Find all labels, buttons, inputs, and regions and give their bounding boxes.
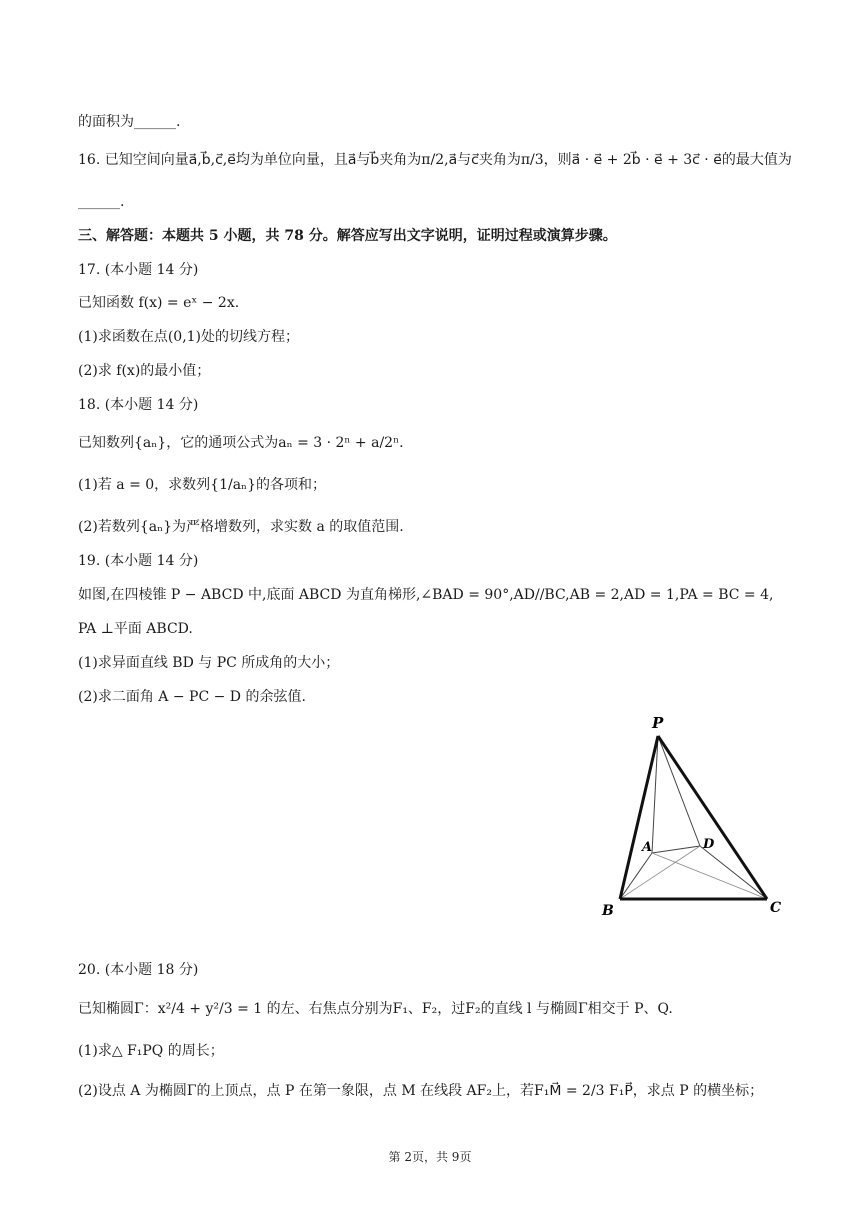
- q19-header: 19. (本小题 14 分): [78, 553, 199, 569]
- label-C: C: [770, 900, 782, 916]
- q18-stem: 已知数列{aₙ}，它的通项公式为aₙ = 3 · 2ⁿ + a/2ⁿ.: [78, 435, 404, 451]
- q19-part1: (1)求异面直线 BD 与 PC 所成角的大小；: [78, 655, 340, 671]
- line-q15-tail: 的面积为______.: [78, 114, 181, 130]
- q19-part2: (2)求二面角 A − PC − D 的余弦值.: [78, 689, 306, 705]
- label-B: B: [602, 903, 614, 919]
- q18-part1: (1)若 a = 0，求数列{1/aₙ}的各项和；: [78, 477, 327, 493]
- edge-PB: [620, 736, 658, 899]
- q19-stem: 如图,在四棱锥 P − ABCD 中,底面 ABCD 为直角梯形,∠BAD = 90°,AD//BC,AB = 2,AD = 1,PA = BC = 4,: [78, 587, 774, 603]
- label-P: P: [652, 714, 664, 732]
- q17-part2: (2)求 f(x)的最小值；: [78, 363, 211, 379]
- q17-header: 17. (本小题 14 分): [78, 262, 199, 278]
- q20-part2: (2)设点 A 为椭圆Γ的上顶点，点 P 在第一象限，点 M 在线段 AF₂上，若F₁M⃗ = 2/3 F₁P⃗，求点 P 的横坐标；: [78, 1083, 764, 1099]
- edge-AC: [652, 853, 767, 899]
- line-q16-blank: ______.: [78, 194, 125, 210]
- line-q16: 16. 已知空间向量a⃗,b⃗,c⃗,e⃗均为单位向量，且a⃗与b⃗夹角为π/2,a⃗与c⃗夹角为π/3，则a⃗ · e⃗ + 2b⃗ · e⃗ + 3c⃗ · e⃗的最大值为: [78, 152, 792, 168]
- pyramid-figure: [590, 706, 800, 932]
- edge-AD: [652, 846, 700, 853]
- q17-stem: 已知函数 f(x) = eˣ − 2x.: [78, 295, 240, 311]
- edge-DC: [700, 846, 767, 899]
- q18-header: 18. (本小题 14 分): [78, 397, 199, 413]
- q20-stem: 已知椭圆Γ：x²/4 + y²/3 = 1 的左、右焦点分别为F₁、F₂，过F₂的直线 l 与椭圆Γ相交于 P、Q.: [78, 1001, 673, 1017]
- section-heading: 三、解答题：本题共 5 小题，共 78 分。解答应写出文字说明，证明过程或演算步骤。: [78, 228, 617, 244]
- q18-part2: (2)若数列{aₙ}为严格增数列，求实数 a 的取值范围.: [78, 519, 404, 535]
- label-A: A: [642, 840, 653, 855]
- q20-header: 20. (本小题 18 分): [78, 962, 199, 978]
- label-D: D: [703, 837, 715, 852]
- q17-part1: (1)求函数在点(0,1)处的切线方程；: [78, 329, 300, 345]
- q19-stem-cont: PA ⊥平面 ABCD.: [78, 621, 193, 637]
- page-footer: 第 2页，共 9页: [388, 1150, 472, 1164]
- edge-PC: [658, 736, 767, 899]
- q20-part1: (1)求△ F₁PQ 的周长；: [78, 1043, 224, 1059]
